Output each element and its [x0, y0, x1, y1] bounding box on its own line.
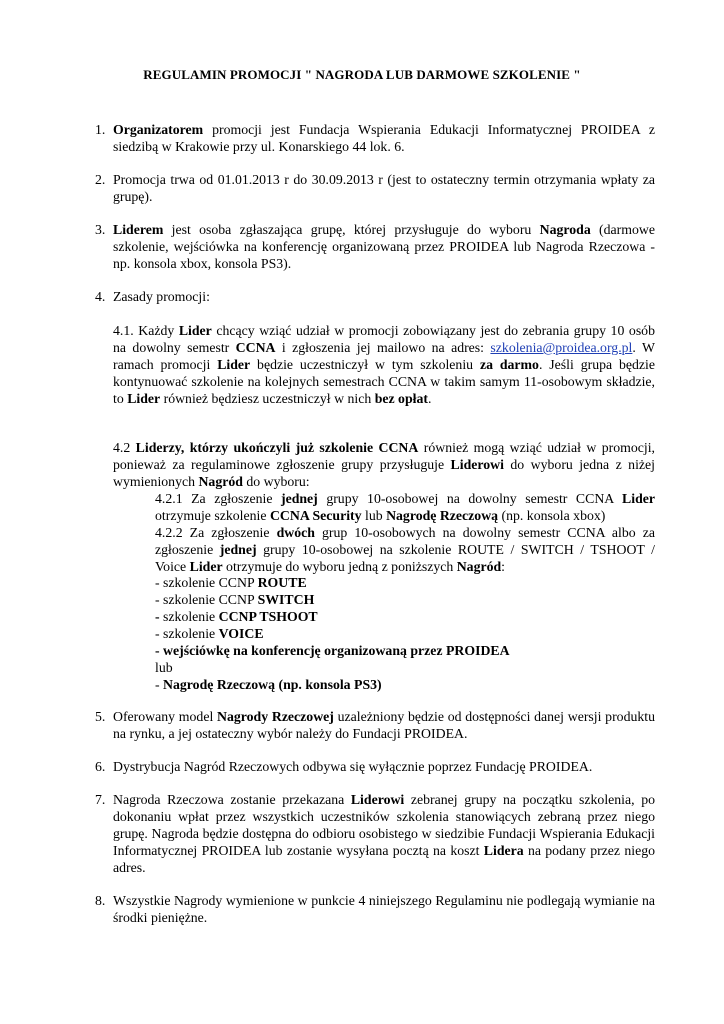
text: otrzymuje szkolenie [155, 508, 270, 523]
text: - szkolenie CCNP [155, 592, 258, 607]
text: również mogą wziąć udział w promocji, ponieważ za regulaminowe zgłoszenie grupy przysługuje [113, 440, 656, 472]
bold-term: Liderowi [350, 792, 405, 807]
text: - szkolenie [155, 626, 219, 641]
bold-term: Lider [189, 559, 223, 574]
rule-item-7 [95, 791, 655, 876]
bold-term: CCNA Security [269, 508, 362, 523]
text: (np. konsola xbox) [498, 508, 606, 523]
item-text: promocji jest Fundacja Wspierania Edukacji Informatycznej PROIDEA z siedzibą w Krakowie przy ul. Konarskiego 44 lok. 6. [113, 122, 655, 154]
item-number: 8. [95, 893, 106, 908]
option-ccnp-route [155, 574, 655, 591]
bold-term: za darmo [479, 357, 539, 372]
subsection-4-1 [113, 322, 655, 407]
bold-term: Lider [178, 323, 212, 338]
bold-term: Liderowi [450, 457, 504, 472]
text: grupy 10-osobowej na szkolenie ROUTE / SWITCH / TSHOOT / Voice [155, 542, 655, 574]
text: 4.1. Każdy [113, 323, 179, 338]
text: również będziesz uczestniczył w nich [160, 391, 375, 406]
bold-term: jednej [219, 542, 257, 557]
bold-term: jednej [280, 491, 318, 506]
bold-term: Organizatorem [113, 122, 204, 137]
bold-term: Lider [622, 491, 655, 506]
text: będzie uczestniczył w tym szkoleniu [250, 357, 480, 372]
text: otrzymuje do wyboru jedną z poniższych [222, 559, 457, 574]
item-text: Dystrybucja Nagród Rzeczowych odbywa się wyłącznie poprzez Fundację PROIDEA. [113, 759, 593, 774]
text: . [427, 391, 432, 406]
bold-term: Lidera [483, 843, 524, 858]
bold-term: ROUTE [257, 575, 307, 590]
bold-term: Nagród [456, 559, 502, 574]
rule-item-6 [95, 758, 655, 775]
rule-item-1 [95, 121, 655, 155]
rule-item-2 [95, 171, 655, 205]
option-conference-ticket: - wejściówkę na konferencję organizowaną przez PROIDEA [155, 643, 510, 658]
bold-term: Liderem [113, 222, 164, 237]
item-text: jest osoba zgłaszająca grupę, której przysługuje do wyboru [163, 222, 540, 237]
email-link[interactable]: szkolenia@proidea.org.pl [490, 340, 633, 355]
text: 4.2 [113, 440, 136, 455]
bold-term: bez opłat [374, 391, 428, 406]
text: - szkolenie CCNP [155, 575, 258, 590]
bold-term: SWITCH [257, 592, 315, 607]
subsection-4-2-1 [155, 490, 655, 524]
rule-item-5 [95, 708, 655, 742]
text: chcący wziąć udział w promocji zobowiązany jest do zebrania grupy 10 osób na dowolny semestr [113, 323, 655, 355]
item-text: Promocja trwa od 01.01.2013 r do 30.09.2013 r (jest to ostateczny termin otrzymania wpłaty za grupę). [113, 172, 655, 204]
item-text: Zasady promocji: [113, 289, 210, 304]
rule-item-3 [95, 221, 655, 272]
option-voice [155, 625, 655, 642]
bold-term: VOICE [218, 626, 264, 641]
bold-term: - [155, 609, 164, 624]
rule-item-8 [95, 892, 655, 926]
item-text: na podany przez niego adres. [113, 843, 656, 875]
bold-term: Nagrody Rzeczowej [217, 709, 334, 724]
subsection-4-2-2 [155, 524, 655, 575]
text: do wyboru: [242, 474, 310, 489]
bold-term: CCNA [235, 340, 276, 355]
text: 4.2.2 Za zgłoszenie [155, 525, 277, 540]
document-title: REGULAMIN PROMOCJI " NAGRODA LUB DARMOWE SZKOLENIE " [143, 67, 581, 82]
text: . W ramach promocji [113, 340, 655, 372]
option-material-prize [155, 676, 655, 693]
item-number: 5. [95, 709, 106, 724]
bold-term: Nagroda [539, 222, 591, 237]
item-text: zebranej grupy na początku szkolenia, po dokonaniu wpłat przez wszystkich uczestników szkolenia stanowiących zebraną przez niego grupę. Nagroda będzie dostępna do odbioru osobistego w siedzibie Fundacji Wspierania Edukacji Informatycznej PROIDEA lub zostanie wysyłana pocztą na koszt [113, 792, 655, 858]
item-number: 3. [95, 222, 106, 237]
subsection-4-2 [113, 439, 655, 490]
bold-term: Nagród [198, 474, 243, 489]
item-text: uzależniony będzie od dostępności danej wersji produktu na rynku, a jej ostateczny wybór należy do Fundacji PROIDEA. [113, 709, 656, 741]
rule-item-4 [95, 288, 655, 305]
text: do wyboru jedna z niżej wymienionych [113, 457, 655, 489]
item-text: (darmowe szkolenie, wejściówka na konferencję organizowaną przez PROIDEA lub Nagroda Rzeczowa - np. konsola xbox, konsola PS3). [113, 222, 655, 271]
bold-term: Nagrodę Rzeczową (np. konsola PS3) [163, 677, 382, 692]
bold-term: CCNP TSHOOT [218, 609, 318, 624]
item-number: 7. [95, 792, 106, 807]
item-text: Wszystkie Nagrody wymienione w punkcie 4 niniejszego Regulaminu nie podlegają wymianie na środki pieniężne. [113, 893, 655, 925]
text: . Jeśli grupa będzie kontynuować szkolenie na kolejnych semestrach CCNA w takim samym 11-osobowym składzie, to [113, 357, 655, 406]
item-text: Nagroda Rzeczowa zostanie przekazana [113, 792, 351, 807]
text: - [155, 677, 164, 692]
item-number: 4. [95, 289, 106, 304]
option-ccnp-switch [155, 591, 655, 608]
bold-term: Lider [217, 357, 251, 372]
bold-term: Lider [127, 391, 161, 406]
text: : [501, 559, 506, 574]
text: grup 10-osobowych na dowolny semestr CCNA albo za zgłoszenie [155, 525, 656, 557]
text: 4.2.1 Za zgłoszenie [155, 491, 281, 506]
item-number: 6. [95, 759, 106, 774]
text: i zgłoszenia jej mailowo na adres: [275, 340, 491, 355]
bold-term: Nagrodę Rzeczową [386, 508, 499, 523]
option-or: lub [155, 660, 173, 675]
item-number: 2. [95, 172, 106, 187]
text: szkolenie [163, 609, 219, 624]
bold-term: Liderzy, którzy ukończyli już szkolenie CCNA [135, 440, 419, 455]
text: lub [361, 508, 387, 523]
text: grupy 10-osobowej na dowolny semestr CCNA [317, 491, 623, 506]
bold-term: dwóch [276, 525, 315, 540]
item-number: 1. [95, 122, 106, 137]
prize-options-list [155, 574, 655, 693]
item-text: Oferowany model [113, 709, 218, 724]
option-ccnp-tshoot [155, 608, 655, 625]
